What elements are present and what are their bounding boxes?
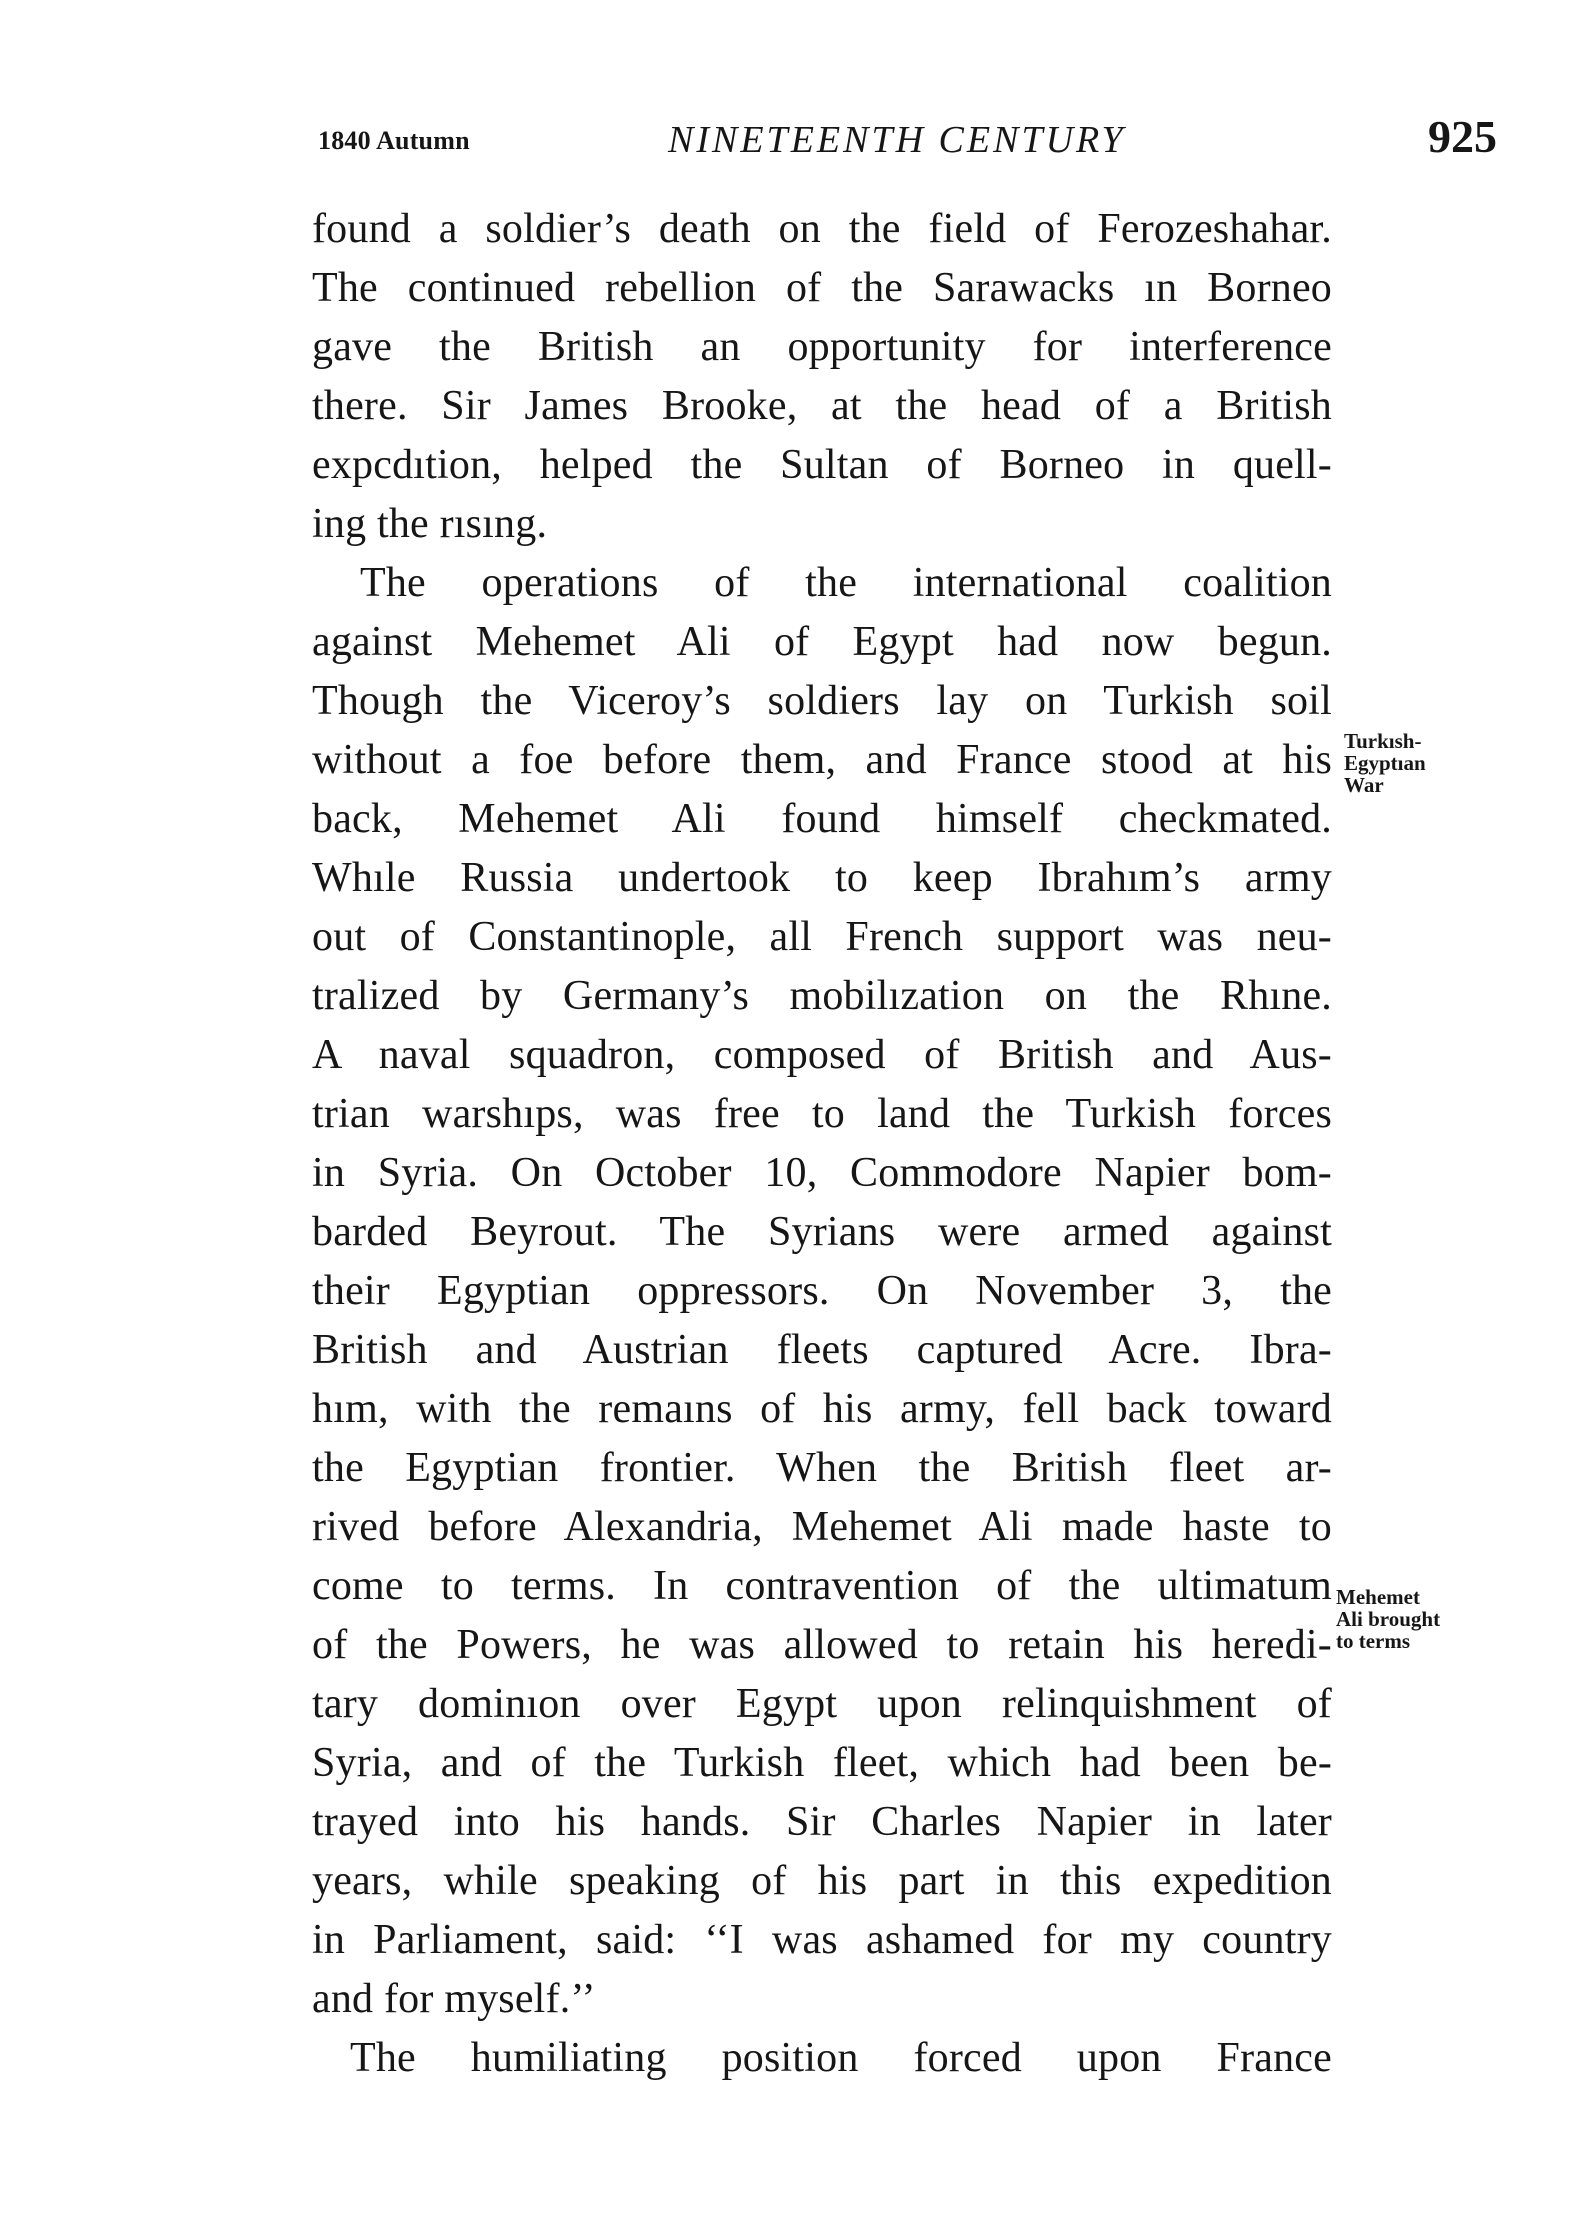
text-line: tralized by Germany’s mobilızation on the Rhıne. <box>312 973 1332 1019</box>
text-line: A naval squadron, composed of British and Aus- <box>312 1032 1332 1078</box>
text-line: ing the rısıng. <box>312 501 548 547</box>
text-line: tary dominıon over Egypt upon relinquishment of <box>312 1681 1332 1727</box>
header-title: NINETEENTH CENTURY <box>668 119 1126 161</box>
text-line: come to terms. In contravention of the ultimatum <box>312 1563 1332 1609</box>
text-line: gave the British an opportunity for interference <box>312 324 1332 370</box>
header-date: 1840 Autumn <box>318 126 470 155</box>
running-header <box>0 0 1587 200</box>
text-line: in Syria. On October 10, Commodore Napier bom- <box>312 1150 1332 1196</box>
text-line: trayed into his hands. Sir Charles Napier in later <box>312 1799 1332 1845</box>
text-line: of the Powers, he was allowed to retain his heredi- <box>312 1622 1332 1668</box>
paragraph-start: The humiliating position forced upon France <box>350 2035 1332 2081</box>
text-line: years, while speaking of his part in this expedition <box>312 1858 1332 1904</box>
page-number: 925 <box>1428 111 1497 162</box>
text-line: expcdıtion, helped the Sultan of Borneo in quell- <box>312 442 1332 488</box>
text-line: The continued rebellion of the Sarawacks ın Borneo <box>312 265 1332 311</box>
text-line: back, Mehemet Ali found himself checkmated. <box>312 796 1332 842</box>
text-line: Though the Viceroy’s soldiers lay on Turkish soil <box>312 678 1332 724</box>
paragraph-start: The operations of the international coalition <box>360 560 1332 606</box>
margin-note-turkish-egyptian-war <box>1344 730 1426 796</box>
text-line: there. Sir James Brooke, at the head of a British <box>312 383 1332 429</box>
text-line: Whıle Russia undertook to keep Ibrahım’s army <box>312 855 1332 901</box>
margin-note-line: Egyptıan <box>1344 751 1426 775</box>
text-line: trian warshıps, was free to land the Turkish forces <box>312 1091 1332 1137</box>
text-line: hım, with the remaıns of his army, fell back toward <box>312 1386 1332 1432</box>
margin-note-line: Ali brought <box>1336 1607 1441 1631</box>
text-line: found a soldier’s death on the field of Ferozeshahar. <box>312 206 1332 252</box>
margin-note-line: Turkısh- <box>1344 729 1422 753</box>
margin-note-line: Mehemet <box>1336 1585 1420 1609</box>
text-line: Syria, and of the Turkish fleet, which had been be- <box>312 1740 1332 1786</box>
text-line: British and Austrian fleets captured Acre. Ibra- <box>312 1327 1332 1373</box>
text-line: and for myself.’’ <box>312 1976 596 2022</box>
margin-note-line: War <box>1344 773 1384 797</box>
text-line: in Parliament, said: ‘‘I was ashamed for my country <box>312 1917 1332 1963</box>
text-line: their Egyptian oppressors. On November 3, the <box>312 1268 1332 1314</box>
text-line: barded Beyrout. The Syrians were armed against <box>312 1209 1332 1255</box>
text-line: without a foe before them, and France stood at his <box>312 737 1332 783</box>
margin-note-mehemet-ali <box>1336 1586 1440 1652</box>
text-line: rived before Alexandria, Mehemet Ali made haste to <box>312 1504 1332 1550</box>
text-line: out of Constantinople, all French support was neu- <box>312 914 1332 960</box>
text-line: the Egyptian frontier. When the British fleet ar- <box>312 1445 1332 1491</box>
margin-note-line: to terms <box>1336 1629 1411 1653</box>
text-line: against Mehemet Ali of Egypt had now begun. <box>312 619 1332 665</box>
